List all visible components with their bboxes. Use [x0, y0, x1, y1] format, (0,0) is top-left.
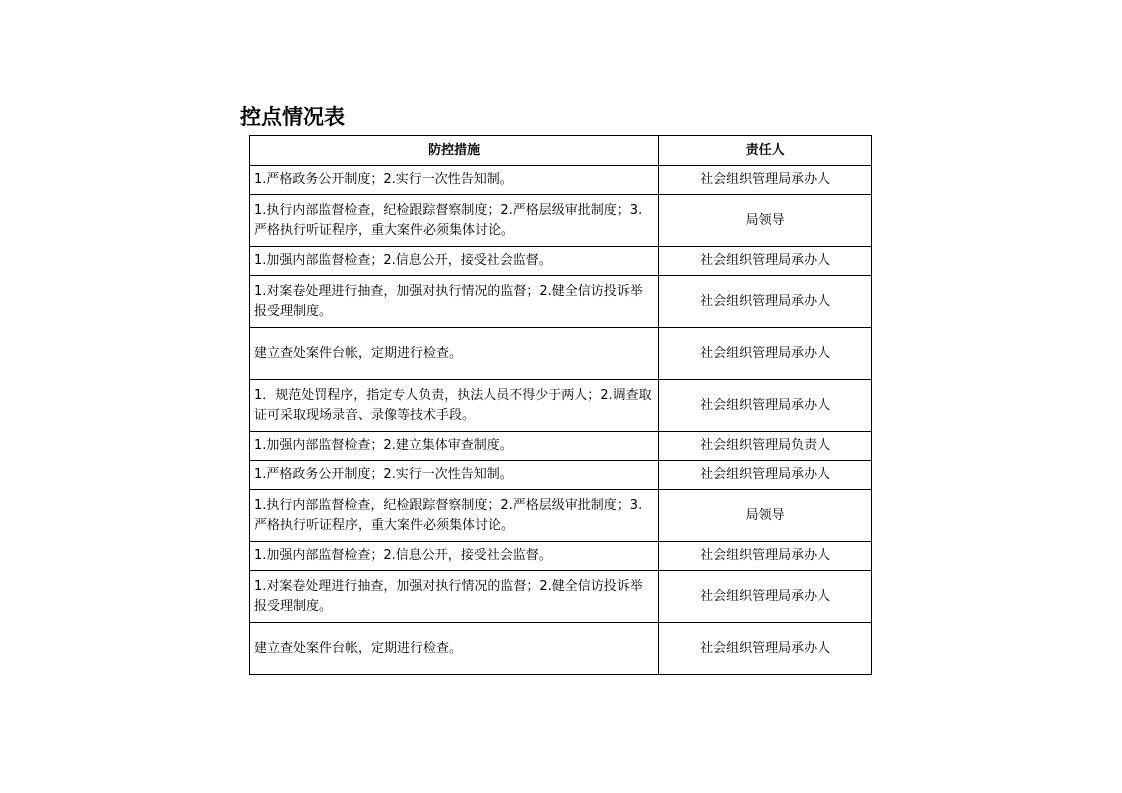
owner-cell: 社会组织管理局承办人	[659, 623, 872, 675]
owner-cell: 社会组织管理局承办人	[659, 276, 872, 328]
measure-cell: 1.加强内部监督检查；2.信息公开，接受社会监督。	[250, 247, 659, 276]
measure-cell: 1.对案卷处理进行抽查，加强对执行情况的监督；2.健全信访投诉举报受理制度。	[250, 276, 659, 328]
table-row	[250, 276, 872, 328]
owner-cell: 社会组织管理局承办人	[659, 380, 872, 432]
owner-cell: 局领导	[659, 490, 872, 542]
owner-cell: 社会组织管理局承办人	[659, 461, 872, 490]
measure-cell: 1.对案卷处理进行抽查，加强对执行情况的监督；2.健全信访投诉举报受理制度。	[250, 571, 659, 623]
owner-cell: 局领导	[659, 195, 872, 247]
table-row	[250, 166, 872, 195]
measure-cell: 建立查处案件台帐，定期进行检查。	[250, 328, 659, 380]
owner-cell: 社会组织管理局负责人	[659, 432, 872, 461]
header-owner: 责任人	[659, 136, 872, 166]
owner-cell: 社会组织管理局承办人	[659, 166, 872, 195]
measure-cell: 1.执行内部监督检查，纪检跟踪督察制度；2.严格层级审批制度；3.严格执行听证程序，重大案件必须集体讨论。	[250, 490, 659, 542]
measure-cell: 1.加强内部监督检查；2.信息公开，接受社会监督。	[250, 542, 659, 571]
control-measures-table	[249, 135, 872, 675]
page-title: 控点情况表	[240, 105, 345, 129]
table-header-row	[250, 136, 872, 166]
table-row	[250, 380, 872, 432]
table-row	[250, 432, 872, 461]
table-row	[250, 490, 872, 542]
owner-cell: 社会组织管理局承办人	[659, 571, 872, 623]
table-row	[250, 623, 872, 675]
table-row	[250, 542, 872, 571]
owner-cell: 社会组织管理局承办人	[659, 328, 872, 380]
table-row	[250, 461, 872, 490]
measure-cell: 建立查处案件台帐，定期进行检查。	[250, 623, 659, 675]
table-row	[250, 195, 872, 247]
measure-cell: 1.执行内部监督检查，纪检跟踪督察制度；2.严格层级审批制度；3.严格执行听证程序，重大案件必须集体讨论。	[250, 195, 659, 247]
measure-cell: 1.加强内部监督检查；2.建立集体审查制度。	[250, 432, 659, 461]
measure-cell: 1.严格政务公开制度；2.实行一次性告知制。	[250, 166, 659, 195]
owner-cell: 社会组织管理局承办人	[659, 542, 872, 571]
owner-cell: 社会组织管理局承办人	[659, 247, 872, 276]
measure-cell: 1.严格政务公开制度；2.实行一次性告知制。	[250, 461, 659, 490]
table-row	[250, 328, 872, 380]
header-measure: 防控措施	[250, 136, 659, 166]
table-row	[250, 571, 872, 623]
table-row	[250, 247, 872, 276]
measure-cell: 1．规范处罚程序，指定专人负责，执法人员不得少于两人；2.调查取证可采取现场录音、录像等技术手段。	[250, 380, 659, 432]
